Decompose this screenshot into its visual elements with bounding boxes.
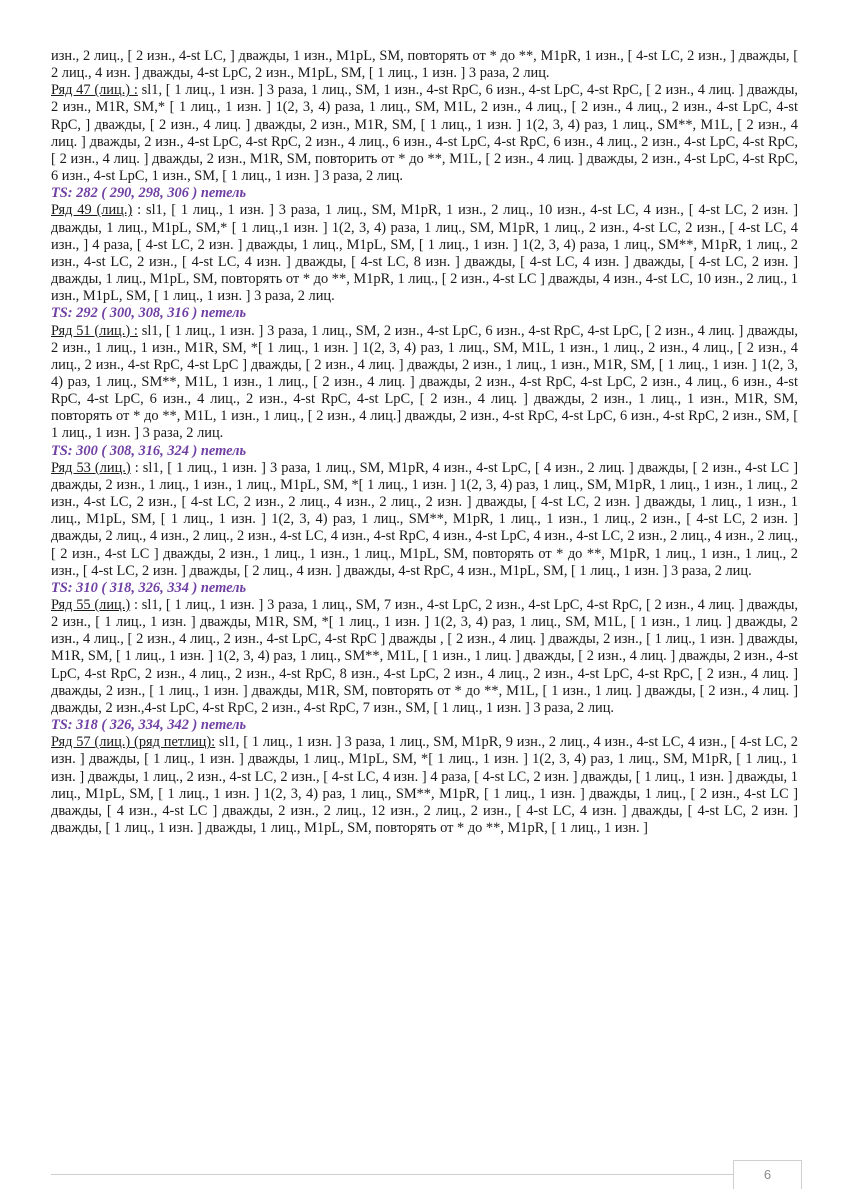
paragraph-row-49 — [51, 202, 798, 305]
paragraph-text: : sl1, [ 1 лиц., 1 изн. ] 3 раза, 1 лиц., SM, M1pR, 4 изн., 4-st LpC, [ 4 изн., 2 лиц. ] дважды, [ 2 изн., 4-st LC ] дважды, 2 изн., 1 лиц., 1 изн., 1 лиц., M1pL, SM, *[ 1 лиц., 1 изн. ] 1(2, 3, 4) раз, 1 лиц., SM, M1pR, 1 лиц., 1 изн., 1 лиц., 2 изн., 4-st LC, 2 изн., [ 4-st LC, 2 изн., 2 лиц., 4 изн., 2 лиц., 2 изн. ] дважды, [ 4-st LC, 2 изн. ] дважды, 1 лиц., 1 изн., 1 лиц., M1pL, SM, [ 1 лиц., 1 изн. ] 1(2, 3, 4) раз, 1 лиц., SM**, M1pR, 1 лиц., 1 изн., 1 лиц., 2 изн., [ 4-st LC, 2 изн. ] дважды, 2 лиц., 4 изн., 2 лиц., 2 изн., 4-st LC, 4 изн., 4-st RpC, 4 изн., 4-st LpC, 4 изн., 4-st LC, 2 изн., 2 лиц., 4 изн., 2 лиц., [ 2 изн., 4-st LC ] дважды, 2 изн., 1 лиц., 1 изн., 1 лиц., M1pL, SM, повторять от * до **, M1pR, 1 лиц., 1 изн., 1 лиц., 2 изн., [ 4-st LC, 2 изн. ] дважды, [ 2 лиц., 4 изн. ] дважды, 4-st RpC, 4 изн., M1pL, SM, [ 1 лиц., 1 изн. ] 3 раза, 2 лиц. — [51, 459, 799, 579]
paragraph-text: sl1, [ 1 лиц., 1 изн. ] 3 раза, 1 лиц., SM, 2 изн., 4-st LpC, 6 изн., 4-st RpC, 4-st LpC, [ 2 изн., 4 лиц. ] дважды, 2 изн., 1 лиц., 1 изн., M1R, SM, *[ 1 лиц., 1 изн. ] 1(2, 3, 4) раз, 1 лиц., SM, M1L, 1 изн., 1 лиц., 2 изн., 4 лиц., [ 2 изн., 4 лиц., 2 изн., 4-st RpC, 4-st LpC ] дважды, [ 2 изн., 4 лиц. ] дважды, 2 изн., 1 лиц., 1 изн., M1R, SM, [ 1 лиц., 1 изн. ] 1(2, 3, 4) раз, 1 лиц., SM**, M1L, 1 изн., 1 лиц., [ 2 изн., 4 лиц. ] дважды, 2 изн., 4-st RpC, 4-st LpC, 2 изн., 4 лиц., 6 изн., 4-st RpC, 4-st LpC, 6 изн., 4 лиц., 2 изн., 4-st RpC, 4-st LpC, [ 2 изн., 4 лиц. ] дважды, 2 изн., 1 лиц., 1 изн., M1R, SM, повторять от * до **, M1L, 1 изн., 1 лиц., [ 2 изн., 4 лиц.] дважды, 2 изн., 4-st RpC, 4-st LpC, 6 изн., 4-st RpC, 2 изн., SM, [ 1 лиц., 1 изн. ] 3 раза, 2 лиц. — [51, 322, 798, 442]
paragraph-row-51 — [51, 323, 798, 443]
pattern-text — [51, 48, 798, 837]
paragraph-text: sl1, [ 1 лиц., 1 изн. ] 3 раза, 1 лиц., SM, 1 изн., 4-st RpC, 6 изн., 4-st LpC, 4-st RpC, [ 2 изн., 4 лиц. ] дважды, 2 изн., M1R, SM,* [ 1 лиц., 1 изн. ] 1(2, 3, 4) раза, 1 лиц., SM, M1L, 2 изн., 4 лиц., [ 2 изн., 4 лиц., 2 изн., 4-st LpC, 4-st RpC, ] дважды, [ 2 изн., 4 лиц. ] дважды, 2 изн., M1R, SM, [ 1 лиц., 1 изн. ] 1(2, 3, 4) раз, 1 лиц., SM**, M1L, [ 2 изн., 4 лиц. ] дважды, 2 изн., 4-st LpC, 4-st RpC, 2 изн., 4 лиц., 6 изн., 4-st LpC, 4-st RpC, 6 изн., 4 лиц., 2 изн., 4-st LpC, 4-st RpC, [ 2 изн., 4 лиц. ] дважды, 2 изн., M1R, SM, повторить от * до **, M1L, [ 2 изн., 4 лиц. ] дважды, 2 изн., 4-st LpC, 4-st RpC, 6 изн., 4-st LpC, 1 изн., SM, [ 1 лиц., 1 изн. ] 3 раза, 2 лиц. — [51, 82, 799, 185]
row-label: Ряд 57 (лиц.) (ряд петлиц): — [51, 734, 216, 751]
stitch-total: TS: 300 ( 308, 316, 324 ) петель — [51, 442, 247, 459]
stitch-total: TS: 318 ( 326, 334, 342 ) петель — [51, 717, 247, 734]
row-label: Ряд 47 (лиц.) : — [51, 82, 138, 99]
paragraph-text: sl1, [ 1 лиц., 1 изн. ] 3 раза, 1 лиц., SM, M1pR, 9 изн., 2 лиц., 4 изн., 4-st LC, 4 изн., [ 4-st LC, 2 изн. ] дважды, [ 1 лиц., 1 изн. ] дважды, 1 лиц., M1pL, SM, *[ 1 лиц., 1 изн. ] 1(2, 3, 4) раз, 1 лиц., SM, M1pR, [ 1 лиц., 1 изн. ] дважды, 1 лиц., 2 изн., 4-st LC, 2 изн., [ 4-st LC, 4 изн. ] 4 раза, [ 4-st LC, 2 изн. ] дважды, [ 1 лиц., 1 изн. ] дважды, 1 лиц., M1pL, SM, [ 1 лиц., 1 изн. ] 1(2, 3, 4) раз, 1 лиц., SM**, M1pR, [ 1 лиц., 1 изн. ] дважды, 1 лиц., [ 2 изн., 4-st LC ] дважды, [ 4 изн., 4-st LC ] дважды, 2 изн., 2 лиц., 12 изн., 2 лиц., 2 изн., [ 4-st LC, 4 изн. ] дважды, [ 4-st LC, 2 изн. ] дважды, [ 1 лиц., 1 изн. ] дважды, 1 лиц., M1pL, SM, повторять от * до **, M1pR, [ 1 лиц., 1 изн. ] — [51, 734, 798, 837]
row-label: Ряд 49 (лиц.) — [51, 202, 133, 219]
footer-divider — [51, 1174, 798, 1175]
paragraph-text: изн., 2 лиц., [ 2 изн., 4-st LC, ] дважды, 1 изн., M1pL, SM, повторять от * до **, M1pR, 1 изн., [ 4-st LC, 2 изн., ] дважды, [ 2 лиц., 4 изн. ] дважды, 4-st LpC, 2 изн., M1pL, SM, [ 1 лиц., 1 изн. ] 3 раза, 2 лиц. — [51, 48, 798, 82]
page-number-box — [733, 1160, 802, 1189]
paragraph-text: : sl1, [ 1 лиц., 1 изн. ] 3 раза, 1 лиц., SM, 7 изн., 4-st LpC, 2 изн., 4-st LpC, 4-st RpC, [ 2 изн., 4 лиц. ] дважды, 2 изн., [ 1 лиц., 1 изн. ] дважды, M1R, SM, *[ 1 лиц., 1 изн. ] 1(2, 3, 4) раз, 1 лиц., SM, M1L, [ 1 изн., 1 лиц. ] дважды, 2 изн., 4 лиц., [ 2 изн., 4 лиц., 2 изн., 4-st LpC, 4-st RpC ] дважды , [ 2 изн., 4 лиц. ] дважды, 2 изн., [ 1 лиц., 1 изн. ] дважды, M1R, SM, [ 1 лиц., 1 изн. ] 1(2, 3, 4) раз, 1 лиц., SM**, M1L, [ 1 изн., 1 лиц. ] дважды, [ 2 изн., 4 лиц. ] дважды, 2 изн., 4-st LpC, 4-st RpC, 2 изн., 4 лиц., 2 изн., 4-st RpC, 8 изн., 4-st LpC, 2 изн., 4 лиц., 2 изн., 4-st LpC, 4-st RpC, [ 2 изн., 4 лиц. ] дважды, 2 изн., [ 1 лиц., 1 изн. ] дважды, M1R, SM, повторять от * до **, M1L, [ 1 изн., 1 лиц. ] дважды, [ 2 изн., 4 лиц. ] дважды, 2 изн.,4-st LpC, 4-st RpC, 2 изн., 4-st RpC, 7 изн., SM, [ 1 лиц., 1 изн. ] 3 раза, 2 лиц. — [51, 597, 799, 716]
page-number: 6 — [763, 1167, 772, 1182]
stitch-total: TS: 292 ( 300, 308, 316 ) петель — [51, 305, 247, 322]
row-label: Ряд 55 (лиц.) — [51, 597, 131, 613]
paragraph-row-45-end — [51, 48, 798, 82]
paragraph-row-57 — [51, 734, 798, 837]
paragraph-row-47 — [51, 82, 798, 185]
row-label: Ряд 51 (лиц.) : — [51, 322, 138, 339]
paragraph-row-55 — [51, 597, 798, 717]
row-label: Ряд 53 (лиц.) — [51, 459, 131, 476]
stitch-total: TS: 310 ( 318, 326, 334 ) петель — [51, 579, 247, 596]
paragraph-text: : sl1, [ 1 лиц., 1 изн. ] 3 раза, 1 лиц., SM, M1pR, 1 изн., 2 лиц., 10 изн., 4-st LC, 4 изн., [ 4-st LC, 2 изн. ] дважды, 1 лиц., M1pL, SM,* [ 1 лиц.,1 изн. ] 1(2, 3, 4) раза, 1 лиц., SM, M1pR, 1 лиц., 2 изн., 4-st LC, 2 изн., [ 4-st LC, 4 изн., ] 4 раза, [ 4-st LC, 2 изн. ] дважды, 1 лиц., M1pL, SM, [ 1 лиц., 1 изн. ] 1(2, 3, 4) раза, 1 лиц., SM**, M1pR, 1 лиц., 2 изн., 4-st LC, 2 изн., [ 4-st LC, 4 изн. ] дважды, [ 4-st LC, 8 изн. ] дважды, [ 4-st LC, 4 изн. ] дважды, [ 4-st LC, 2 изн. ] дважды, 1 лиц., M1pL, SM, повторять от * до **, M1pR, 1 лиц., [ 2 изн., 4-st LC ] дважды, 4 изн., 4-st LC, 10 изн., 2 лиц., 1 изн., M1pL, SM, [ 1 лиц., 1 изн. ] 3 раза, 2 лиц. — [51, 202, 799, 305]
stitch-total: TS: 282 ( 290, 298, 306 ) петель — [51, 185, 247, 202]
paragraph-row-53 — [51, 460, 798, 580]
